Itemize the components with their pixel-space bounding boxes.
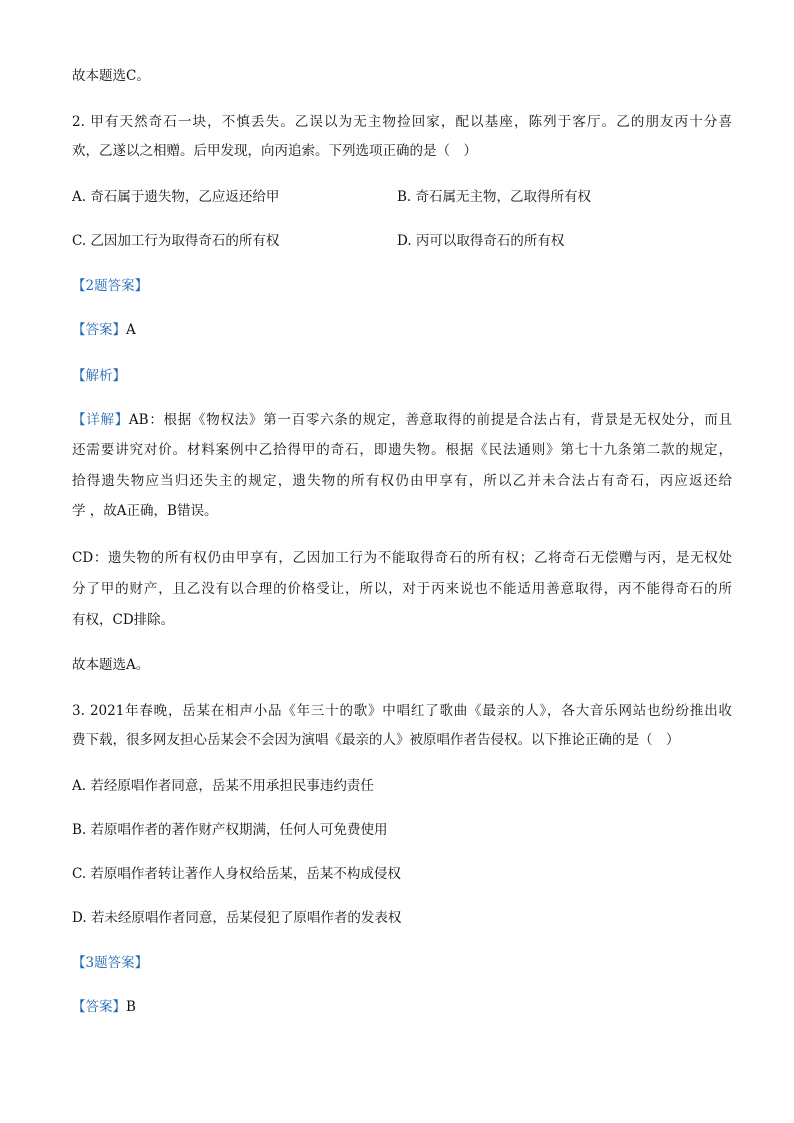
q3-answer-tag: 【答案】: [72, 999, 126, 1015]
q3-answer-line: [72, 997, 732, 1017]
q3-stem-line-1: 3. 2021年春晚，岳某在相声小品《年三十的歌》中唱红了歌曲《最亲的人》，各大音乐网站也纷纷推出收: [72, 703, 732, 719]
q2-detail-line-4: 学 ，故A正确，B错误。: [72, 503, 218, 519]
q2-conclusion: 故本题选A。: [72, 657, 150, 673]
previous-conclusion: 故本题选C。: [72, 68, 150, 84]
q2-answer-tag: 【答案】: [72, 322, 126, 338]
q3-option-b: B. 若原唱作者的著作财产权期满，任何人可免费使用: [72, 822, 388, 838]
q2-detail-line-1: [72, 410, 732, 430]
q3-answer-value: B: [126, 999, 136, 1015]
q2-cd-line-1: CD：遗失物的所有权仍由甲享有，乙因加工行为不能取得奇石的所有权；乙将奇石无偿赠与丙，是无权处: [72, 550, 732, 566]
q3-section-tag: 【3题答案】: [72, 955, 149, 971]
q3-option-a: A. 若经原唱作者同意，岳某不用承担民事违约责任: [72, 778, 374, 794]
q2-answer-value: A: [126, 322, 136, 338]
q2-stem-line-1: 2. 甲有天然奇石一块，不慎丢失。乙误以为无主物捡回家，配以基座，陈列于客厅。乙的朋友丙十分喜: [72, 114, 732, 130]
q2-stem-line-2: 欢，乙遂以之相赠。后甲发现，向丙追索。下列选项正确的是（ ）: [72, 143, 477, 159]
q2-option-d: D. 丙可以取得奇石的所有权: [397, 233, 565, 249]
q2-option-b: B. 奇石属无主物，乙取得所有权: [397, 189, 592, 205]
q2-option-c: C. 乙因加工行为取得奇石的所有权: [72, 233, 280, 249]
q2-detail-line-3: 拾得遗失物应当归还失主的规定，遗失物的所有权仍由甲享有，所以乙并未合法占有奇石，丙应返还给: [72, 473, 732, 489]
q2-analysis-tag: 【解析】: [72, 368, 126, 384]
q2-answer-line: [72, 320, 732, 340]
q3-option-c: C. 若原唱作者转让著作人身权给岳某，岳某不构成侵权: [72, 866, 401, 882]
q2-detail-text-1: AB：根据《物权法》第一百零六条的规定，善意取得的前提是合法占有，背景是无权处分，而且: [128, 412, 733, 428]
q3-stem-line-2: 费下载，很多网友担心岳某会不会因为演唱《最亲的人》被原唱作者告侵权。以下推论正确的是（ ）: [72, 732, 680, 748]
q3-option-d: D. 若未经原唱作者同意，岳某侵犯了原唱作者的发表权: [72, 910, 402, 926]
q2-detail-tag: 【详解】: [72, 412, 129, 428]
q2-section-tag: 【2题答案】: [72, 278, 149, 294]
q2-cd-line-3: 有权，CD排除。: [72, 612, 175, 628]
q2-cd-line-2: 分了甲的财产，且乙没有以合理的价格受让，所以，对于丙来说也不能适用善意取得，丙不能得奇石的所: [72, 581, 732, 597]
q2-detail-line-2: 还需要讲究对价。材料案例中乙拾得甲的奇石，即遗失物。根据《民法通则》第七十九条第二款的规定，: [72, 442, 732, 458]
q2-option-a: A. 奇石属于遗失物，乙应返还给甲: [72, 189, 280, 205]
